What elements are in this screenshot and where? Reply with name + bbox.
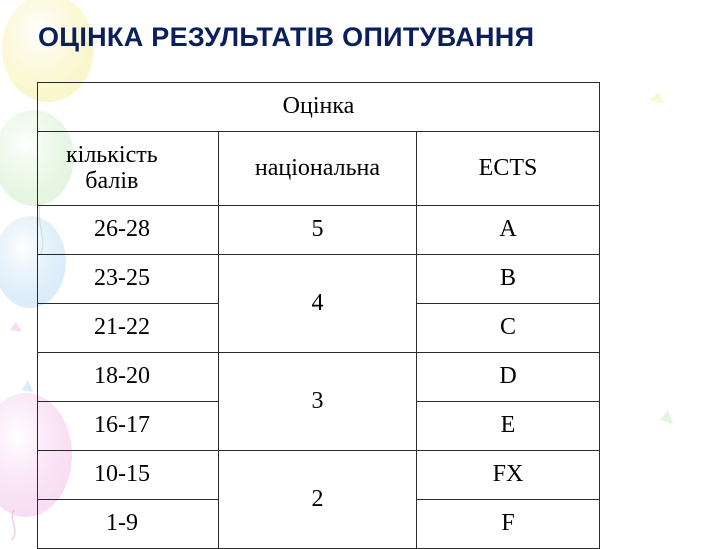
header-points (38, 132, 219, 206)
national-grade-cell: 3 (219, 353, 417, 451)
points-cell: 26-28 (38, 206, 219, 255)
table-row (38, 353, 600, 402)
points-cell: 23-25 (38, 255, 219, 304)
header-ects: ECTS (417, 132, 600, 206)
table-subheader-row (38, 132, 600, 206)
ects-grade-cell: F (417, 500, 600, 549)
table-row (38, 255, 600, 304)
ects-grade-cell: FX (417, 451, 600, 500)
table-row (38, 206, 600, 255)
header-points-label: кількість балів (66, 142, 158, 194)
points-cell: 18-20 (38, 353, 219, 402)
ects-grade-cell: A (417, 206, 600, 255)
points-cell: 10-15 (38, 451, 219, 500)
points-cell: 16-17 (38, 402, 219, 451)
header-national: національна (219, 132, 417, 206)
ects-grade-cell: D (417, 353, 600, 402)
national-grade-cell: 5 (219, 206, 417, 255)
slide-title: ОЦІНКА РЕЗУЛЬТАТІВ ОПИТУВАННЯ (38, 22, 535, 52)
ects-grade-cell: B (417, 255, 600, 304)
ects-grade-cell: E (417, 402, 600, 451)
grading-scale-table (37, 82, 600, 549)
table-row (38, 451, 600, 500)
national-grade-cell: 4 (219, 255, 417, 353)
table-header-row (38, 83, 600, 132)
points-cell: 21-22 (38, 304, 219, 353)
ects-grade-cell: C (417, 304, 600, 353)
national-grade-cell: 2 (219, 451, 417, 549)
points-cell: 1-9 (38, 500, 219, 549)
header-evaluation: Оцінка (38, 83, 600, 132)
